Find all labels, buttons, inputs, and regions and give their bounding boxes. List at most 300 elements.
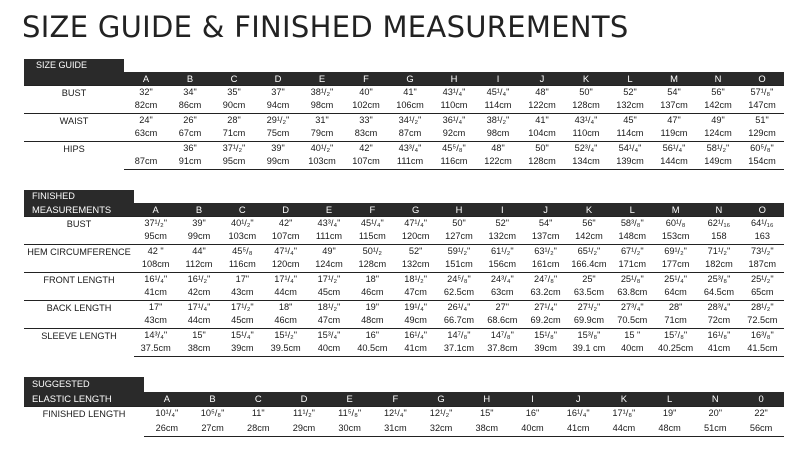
imperial-value-cell: 52³/₄" [564, 141, 608, 155]
imperial-value-cell: 65¹/₂" [567, 244, 610, 258]
metric-value-cell: 63cm [491, 287, 514, 298]
metric-value-cell: 41cm [555, 421, 601, 436]
imperial-value-cell: 45" [608, 113, 652, 127]
metric-value-cell: 147cm [748, 100, 776, 111]
measurement-label: BACK LENGTH [24, 300, 134, 328]
size-column-header: D [264, 203, 307, 216]
size-column-header: C [235, 392, 281, 406]
measurement-label: FINISHED LENGTH [24, 406, 144, 436]
size-column-header: E [327, 392, 373, 406]
imperial-value-cell: 49" [307, 244, 350, 258]
imperial-value-cell: 15" [464, 406, 510, 421]
imperial-value-cell: 63¹/₂" [524, 244, 567, 258]
metric-value-cell: 132cm [488, 231, 517, 242]
size-column-header: C [221, 203, 264, 216]
metric-value-cell: 56cm [738, 421, 784, 436]
metric-value-cell: 115cm [358, 231, 386, 242]
metric-value-cell: 71cm [222, 128, 246, 139]
metric-value-cell: 27cm [190, 421, 236, 436]
imperial-value-cell: 73¹/₂" [741, 244, 784, 258]
imperial-value-cell: 58³/₈" [611, 216, 654, 230]
imperial-value-cell: 25¹/₈" [611, 272, 654, 286]
size-column-header: I [481, 203, 524, 216]
metric-value-cell: 142cm [704, 100, 732, 111]
imperial-value-cell: 29¹/₂" [256, 113, 300, 127]
imperial-value-cell: 34" [168, 85, 212, 99]
size-column-header: K [564, 72, 608, 85]
size-column-header: B [168, 72, 212, 85]
imperial-value-cell: 43¹/₄" [432, 85, 476, 99]
imperial-value-cell: 47¹/₄" [394, 216, 437, 230]
imperial-value-cell: 18" [264, 300, 307, 314]
metric-value-cell: 120cm [271, 259, 300, 270]
size-column-header: H [464, 392, 510, 406]
imperial-value-cell: 56¹/₄" [652, 141, 696, 155]
metric-value-cell: 63.2cm [530, 287, 561, 298]
imperial-value-cell [124, 141, 168, 155]
metric-value-cell: 41cm [697, 342, 740, 356]
metric-value-cell: 46cm [274, 315, 297, 326]
finished-heading-line1: FINISHED [24, 190, 134, 203]
imperial-value-cell: 52" [394, 244, 437, 258]
metric-value-cell: 65cm [751, 287, 774, 298]
imperial-value-cell: 24⁵/₈" [437, 272, 480, 286]
size-column-header: J [520, 72, 564, 85]
imperial-value-cell: 64¹/₁₆ [741, 216, 784, 230]
metric-value-cell: 32cm [418, 421, 464, 436]
imperial-value-cell: 44" [177, 244, 220, 258]
measurement-row-metric [24, 342, 784, 356]
metric-value-cell: 66.7cm [443, 315, 475, 326]
metric-value-cell: 148cm [618, 231, 647, 242]
imperial-value-cell: 38¹/₂" [476, 113, 520, 127]
metric-value-cell: 44cm [274, 287, 297, 298]
metric-value-cell: 91cm [168, 155, 212, 169]
measurement-label: FRONT LENGTH [24, 272, 134, 300]
size-column-header: L [647, 392, 693, 406]
metric-value-cell: 67cm [178, 128, 202, 139]
metric-value-cell: 128cm [358, 259, 387, 270]
metric-value-cell: 103cm [228, 231, 257, 242]
size-column-header: G [394, 203, 437, 216]
metric-value-cell: 72.5cm [747, 315, 778, 326]
imperial-value-cell: 14⁷/₈" [437, 328, 480, 342]
size-column-header: N [696, 72, 740, 85]
imperial-value-cell: 45⁵/₈" [432, 141, 476, 155]
imperial-value-cell: 22" [738, 406, 784, 421]
size-column-header: F [351, 203, 394, 216]
measurement-row-metric [24, 230, 784, 244]
imperial-value-cell: 62¹/₁₆ [697, 216, 740, 230]
measurement-label: SLEEVE LENGTH [24, 328, 134, 356]
imperial-value-cell: 16³/₈" [741, 328, 784, 342]
imperial-value-cell: 42" [344, 141, 388, 155]
imperial-value-cell: 24⁷/₈" [524, 272, 567, 286]
size-column-header: J [524, 203, 567, 216]
metric-value-cell: 41cm [394, 342, 437, 356]
measurement-label: BUST [24, 216, 134, 244]
size-column-header: N [697, 203, 740, 216]
imperial-value-cell: 54" [524, 216, 567, 230]
measurement-label: BUST [24, 85, 124, 113]
finished-header-row [24, 203, 784, 216]
measurement-label: HEM CIRCUMFERENCE [24, 244, 134, 272]
metric-value-cell: 108cm [141, 259, 170, 270]
metric-value-cell: 111cm [388, 155, 432, 169]
metric-value-cell: 45cm [231, 315, 254, 326]
finished-measurements-table [24, 190, 784, 357]
finished-heading-line2: MEASUREMENTS [24, 203, 134, 216]
imperial-value-cell: 50" [520, 141, 564, 155]
imperial-value-cell: 45¹/₄" [351, 216, 394, 230]
imperial-value-cell: 31" [300, 113, 344, 127]
imperial-value-cell: 18¹/₂" [307, 300, 350, 314]
metric-value-cell: 110cm [572, 128, 600, 139]
imperial-value-cell: 15³/₄" [307, 328, 350, 342]
metric-value-cell: 69.2cm [530, 315, 561, 326]
imperial-value-cell: 18¹/₂" [394, 272, 437, 286]
metric-value-cell: 70.5cm [617, 315, 648, 326]
imperial-value-cell: 48" [520, 85, 564, 99]
metric-value-cell: 129cm [748, 128, 776, 139]
metric-value-cell: 90cm [222, 100, 246, 111]
imperial-value-cell: 27¹/₄" [524, 300, 567, 314]
imperial-value-cell: 50¹/₂ [351, 244, 394, 258]
metric-value-cell: 79cm [310, 128, 334, 139]
metric-value-cell: 151cm [445, 259, 473, 270]
imperial-value-cell: 32" [124, 85, 168, 99]
metric-value-cell: 72cm [707, 315, 731, 326]
size-column-header: F [344, 72, 388, 85]
imperial-value-cell: 57¹/₈" [740, 85, 784, 99]
metric-value-cell: 182cm [705, 259, 733, 270]
metric-value-cell: 69.9cm [573, 315, 605, 326]
imperial-value-cell: 39" [256, 141, 300, 155]
size-column-header: A [134, 203, 177, 216]
imperial-value-cell: 16¹/₄" [134, 272, 177, 286]
size-column-header: D [256, 72, 300, 85]
size-column-header: O [741, 203, 784, 216]
imperial-value-cell: 27" [481, 300, 524, 314]
imperial-value-cell: 16" [351, 328, 394, 342]
imperial-value-cell: 16¹/₄" [394, 328, 437, 342]
metric-value-cell: 41cm [144, 287, 167, 298]
metric-value-cell: 42cm [187, 287, 211, 298]
metric-value-cell: 44cm [187, 315, 211, 326]
imperial-value-cell: 71¹/₂" [697, 244, 740, 258]
metric-value-cell: 86cm [178, 100, 202, 111]
size-guide-table [24, 59, 784, 170]
metric-value-cell: 40cm [611, 342, 654, 356]
imperial-value-cell: 15⁷/₈" [654, 328, 697, 342]
size-column-header: B [190, 392, 236, 406]
metric-value-cell: 116cm [228, 259, 256, 270]
imperial-value-cell: 26¹/₄" [437, 300, 480, 314]
imperial-value-cell: 15¹/₄" [221, 328, 264, 342]
imperial-value-cell: 28³/₄" [697, 300, 740, 314]
imperial-value-cell: 17¹/₂" [307, 272, 350, 286]
imperial-value-cell: 16" [510, 406, 556, 421]
metric-value-cell: 87cm [398, 128, 422, 139]
imperial-value-cell: 36" [168, 141, 212, 155]
size-column-header: L [611, 203, 654, 216]
imperial-value-cell: 10⁵/₈" [190, 406, 236, 421]
metric-value-cell: 103cm [300, 155, 344, 169]
measurement-row-imperial [24, 244, 784, 258]
imperial-value-cell: 34¹/₂" [388, 113, 432, 127]
page-title: SIZE GUIDE & FINISHED MEASUREMENTS [22, 10, 629, 44]
imperial-value-cell: 19" [647, 406, 693, 421]
imperial-value-cell: 18" [351, 272, 394, 286]
imperial-value-cell: 58¹/₂" [696, 141, 740, 155]
imperial-value-cell: 12¹/₂" [418, 406, 464, 421]
imperial-value-cell: 24³/₄" [481, 272, 524, 286]
size-column-header: J [555, 392, 601, 406]
metric-value-cell: 75cm [266, 128, 290, 139]
metric-value-cell: 68.6cm [487, 315, 518, 326]
metric-value-cell: 134cm [564, 155, 608, 169]
size-column-header: K [601, 392, 647, 406]
imperial-value-cell: 40" [344, 85, 388, 99]
imperial-value-cell: 11" [235, 406, 281, 421]
imperial-value-cell: 16¹/₂" [177, 272, 220, 286]
metric-value-cell: 137cm [660, 100, 688, 111]
metric-value-cell: 153cm [661, 231, 690, 242]
imperial-value-cell: 60⁵/₈" [740, 141, 784, 155]
metric-value-cell: 120cm [401, 231, 430, 242]
imperial-value-cell: 12¹/₄" [373, 406, 419, 421]
size-column-header: D [281, 392, 327, 406]
imperial-value-cell: 40¹/₂" [221, 216, 264, 230]
imperial-value-cell: 17¹/₄" [177, 300, 220, 314]
size-column-header: L [608, 72, 652, 85]
metric-value-cell: 83cm [354, 128, 378, 139]
metric-value-cell: 30cm [327, 421, 373, 436]
measurement-label: HIPS [24, 141, 124, 169]
imperial-value-cell: 37" [256, 85, 300, 99]
metric-value-cell: 110cm [440, 100, 468, 111]
size-column-header: G [418, 392, 464, 406]
measurement-row-imperial [24, 300, 784, 314]
size-guide-heading: SIZE GUIDE [24, 59, 124, 72]
metric-value-cell: 122cm [476, 155, 520, 169]
measurement-row-metric [24, 314, 784, 328]
imperial-value-cell: 52" [481, 216, 524, 230]
imperial-value-cell: 26" [168, 113, 212, 127]
imperial-value-cell: 42" [264, 216, 307, 230]
metric-value-cell: 63.8cm [617, 287, 648, 298]
elastic-table [24, 377, 784, 437]
measurement-row-metric [24, 127, 784, 141]
metric-value-cell: 128cm [572, 100, 600, 111]
imperial-value-cell: 52" [608, 85, 652, 99]
size-column-header: C [212, 72, 256, 85]
metric-value-cell: 39cm [524, 342, 567, 356]
size-column-header: B [177, 203, 220, 216]
imperial-value-cell: 17¹/₈" [601, 406, 647, 421]
size-column-header: I [476, 72, 520, 85]
size-column-header: E [300, 72, 344, 85]
imperial-value-cell: 41" [520, 113, 564, 127]
metric-value-cell: 37.8cm [481, 342, 524, 356]
metric-value-cell: 45cm [317, 287, 341, 298]
imperial-value-cell: 49" [696, 113, 740, 127]
metric-value-cell: 31cm [373, 421, 419, 436]
metric-value-cell: 106cm [396, 100, 424, 111]
metric-value-cell: 40.5cm [351, 342, 394, 356]
metric-value-cell: 41.5cm [741, 342, 784, 356]
metric-value-cell: 49cm [404, 315, 427, 326]
metric-value-cell: 39.1 cm [567, 342, 610, 356]
metric-value-cell: 142cm [575, 231, 603, 242]
metric-value-cell: 63.5cm [573, 287, 605, 298]
size-column-header: N [692, 392, 738, 406]
metric-value-cell: 48cm [361, 315, 384, 326]
measurement-row-imperial [24, 85, 784, 99]
metric-value-cell: 177cm [661, 259, 690, 270]
imperial-value-cell: 35" [212, 85, 256, 99]
metric-value-cell: 38cm [177, 342, 220, 356]
metric-value-cell: 128cm [520, 155, 564, 169]
metric-value-cell: 37.1cm [437, 342, 480, 356]
imperial-value-cell: 50" [564, 85, 608, 99]
size-column-header: H [437, 203, 480, 216]
imperial-value-cell: 36¹/₄" [432, 113, 476, 127]
measurement-label: WAIST [24, 113, 124, 141]
metric-value-cell: 154cm [740, 155, 784, 169]
imperial-value-cell: 17¹/₂" [221, 300, 264, 314]
imperial-value-cell: 28" [654, 300, 697, 314]
imperial-value-cell: 33" [344, 113, 388, 127]
imperial-value-cell: 47" [652, 113, 696, 127]
imperial-value-cell: 43³/₄" [388, 141, 432, 155]
metric-value-cell: 187cm [748, 259, 777, 270]
metric-value-cell: 99cm [187, 231, 211, 242]
imperial-value-cell: 48" [476, 141, 520, 155]
metric-value-cell: 124cm [704, 128, 732, 139]
imperial-value-cell: 39" [177, 216, 220, 230]
imperial-value-cell: 59¹/₂" [437, 244, 480, 258]
imperial-value-cell: 43¹/₄" [564, 113, 608, 127]
imperial-value-cell: 45⁵/₈ [221, 244, 264, 258]
metric-value-cell: 43cm [231, 287, 254, 298]
imperial-value-cell: 27³/₄" [611, 300, 654, 314]
metric-value-cell: 163 [754, 231, 770, 242]
size-column-header: I [510, 392, 556, 406]
metric-value-cell: 39.5cm [264, 342, 307, 356]
metric-value-cell: 26cm [144, 421, 190, 436]
imperial-value-cell: 56" [567, 216, 610, 230]
imperial-value-cell: 15 " [611, 328, 654, 342]
metric-value-cell: 28cm [235, 421, 281, 436]
measurement-row-imperial [24, 141, 784, 155]
metric-value-cell: 71cm [664, 315, 687, 326]
metric-value-cell: 114cm [484, 100, 512, 111]
elastic-header-row [24, 392, 784, 406]
metric-value-cell: 107cm [271, 231, 300, 242]
imperial-value-cell: 10¹/₄" [144, 406, 190, 421]
imperial-value-cell: 51" [740, 113, 784, 127]
size-column-header: O [740, 72, 784, 85]
imperial-value-cell: 14³/₄" [134, 328, 177, 342]
imperial-value-cell: 54" [652, 85, 696, 99]
size-column-header: A [144, 392, 190, 406]
metric-value-cell: 144cm [652, 155, 696, 169]
imperial-value-cell: 11¹/₂" [281, 406, 327, 421]
measurement-row-metric [24, 155, 784, 169]
measurement-row-metric [24, 258, 784, 272]
size-column-header: M [654, 203, 697, 216]
metric-value-cell: 37.5cm [134, 342, 177, 356]
metric-value-cell: 158 [711, 231, 727, 242]
metric-value-cell: 95cm [212, 155, 256, 169]
imperial-value-cell: 56" [696, 85, 740, 99]
measurement-row-metric [24, 99, 784, 113]
imperial-value-cell: 47¹/₄" [264, 244, 307, 258]
metric-value-cell: 132cm [616, 100, 644, 111]
size-column-header: M [652, 72, 696, 85]
measurement-row-imperial [24, 406, 784, 421]
metric-value-cell: 171cm [618, 259, 647, 270]
metric-value-cell: 47cm [404, 287, 427, 298]
metric-value-cell: 149cm [696, 155, 740, 169]
imperial-value-cell: 20" [692, 406, 738, 421]
metric-value-cell: 29cm [281, 421, 327, 436]
size-column-header: E [307, 203, 350, 216]
metric-value-cell: 116cm [432, 155, 476, 169]
metric-value-cell: 107cm [344, 155, 388, 169]
measurement-row-imperial [24, 113, 784, 127]
elastic-table-block [24, 377, 784, 437]
metric-value-cell: 127cm [445, 231, 473, 242]
size-column-header: G [388, 72, 432, 85]
metric-value-cell: 119cm [660, 128, 688, 139]
imperial-value-cell: 15¹/₂" [264, 328, 307, 342]
imperial-value-cell: 50" [437, 216, 480, 230]
metric-value-cell: 44cm [601, 421, 647, 436]
metric-value-cell: 95cm [144, 231, 167, 242]
measurement-row-imperial [24, 328, 784, 342]
size-guide-header-row [24, 72, 784, 85]
imperial-value-cell: 67¹/₂" [611, 244, 654, 258]
size-column-header: 0 [738, 392, 784, 406]
metric-value-cell: 111cm [315, 231, 343, 242]
metric-value-cell: 38cm [464, 421, 510, 436]
metric-value-cell: 124cm [315, 259, 343, 270]
imperial-value-cell: 11⁵/₈" [327, 406, 373, 421]
size-guide-table-block [24, 59, 784, 170]
metric-value-cell: 98cm [310, 100, 334, 111]
imperial-value-cell: 25¹/₄" [654, 272, 697, 286]
metric-value-cell: 137cm [531, 231, 560, 242]
metric-value-cell: 132cm [401, 259, 430, 270]
imperial-value-cell: 61¹/₂" [481, 244, 524, 258]
measurement-row-metric [24, 286, 784, 300]
metric-value-cell: 43cm [144, 315, 167, 326]
imperial-value-cell: 27¹/₂" [567, 300, 610, 314]
metric-value-cell: 104cm [528, 128, 556, 139]
size-column-header: A [124, 72, 168, 85]
imperial-value-cell: 15³/₈" [567, 328, 610, 342]
imperial-value-cell: 16¹/₄" [555, 406, 601, 421]
metric-value-cell: 161cm [531, 259, 560, 270]
size-column-header: H [432, 72, 476, 85]
metric-value-cell: 64cm [664, 287, 687, 298]
imperial-value-cell: 17¹/₄" [264, 272, 307, 286]
imperial-value-cell: 38¹/₂" [300, 85, 344, 99]
imperial-value-cell: 37¹/₂" [212, 141, 256, 155]
metric-value-cell: 99cm [256, 155, 300, 169]
